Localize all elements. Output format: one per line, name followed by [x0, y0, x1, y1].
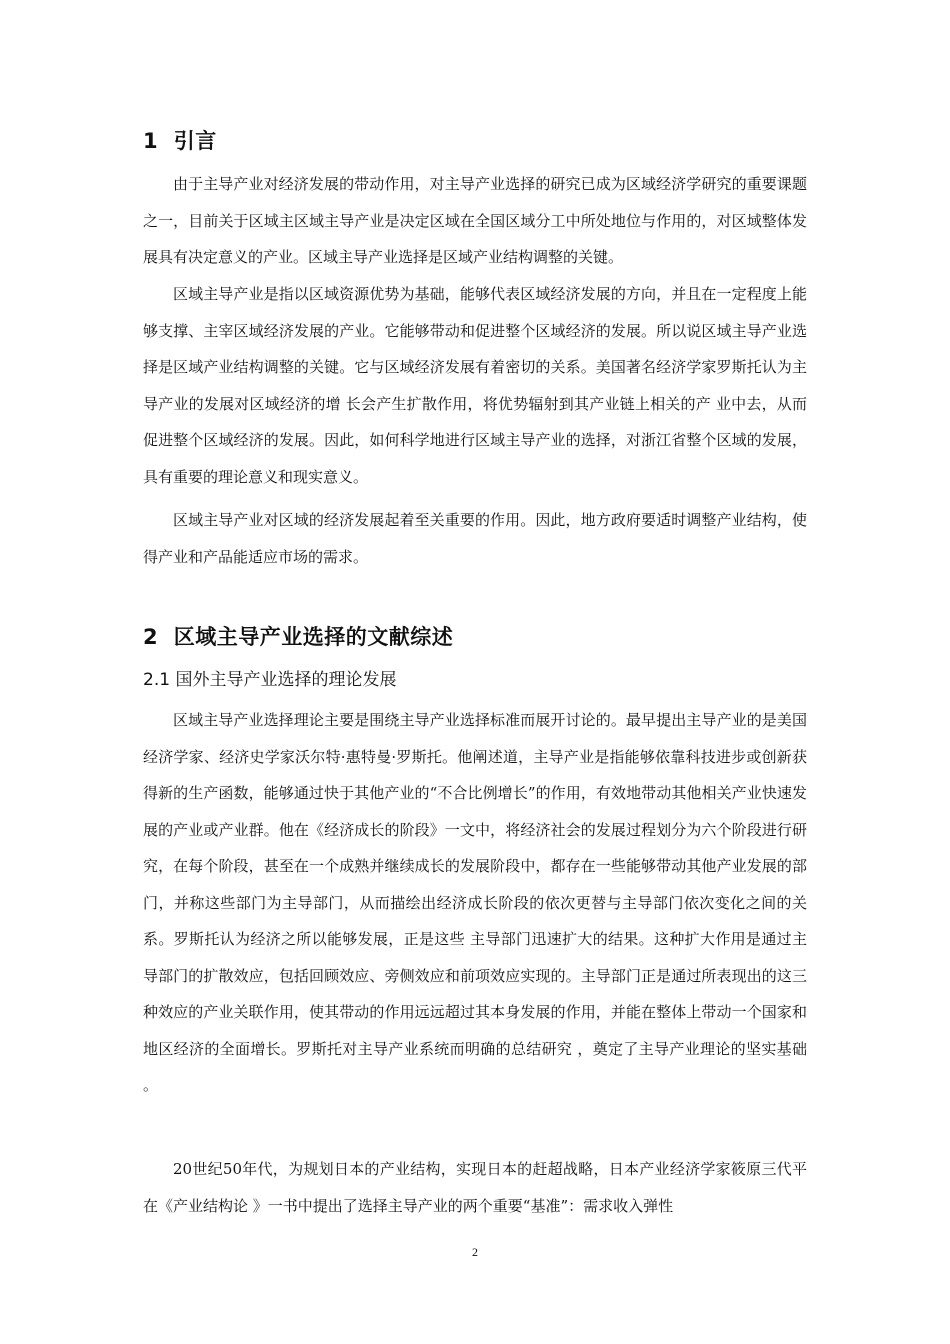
subsection-2-1-heading: 2.1 国外主导产业选择的理论发展: [143, 670, 397, 690]
section-1-paragraph-3: 区域主导产业对区域的经济发展起着至关重要的作用。因此，地方政府要适时调整产业结构，使得产业和产品能适应市场的需求。: [143, 511, 807, 566]
page-number: 2: [472, 1245, 478, 1259]
subsection-2-1-paragraph-1: 区域主导产业选择理论主要是围绕主导产业选择标准而展开讨论的。最早提出主导产业的是美国经济学家、经济史学家沃尔特·惠特曼·罗斯托。他阐述道，主导产业是指能够依靠科技进步或创新获得新的生产函数，能够通过快于其他产业的“不合比例增长”的作用，有效地带动其他相关产业快速发展的产业或产业群。他在《经济成长的阶段》一文中，将经济社会的发展过程划分为六个阶段进行研究，在每个阶段，甚至在一个成熟并继续成长的发展阶段中，都存在一些能够带动其他产业发展的部门，并称这些部门为主导部门，从而描绘出经济成长阶段的依次更替与主导部门依次变化之间的关系。罗斯托认为经济之所以能够发展，正是这些 主导部门迅速扩大的结果。这种扩大作用是通过主导部门的扩散效应，包括回顾效应、旁侧效应和前项效应实现的。主导部门正是通过所表现出的这三种效应的产业关联作用，使其带动的作用远远超过其本身发展的作用，并能在整体上带动一个国家和地区经济的全面增长。罗斯托对主导产业系统而明确的总结研究 ，奠定了主导产业理论的坚实基础 。: [143, 711, 807, 1094]
subsection-2-1-paragraph-2: 20世纪50年代，为规划日本的产业结构，实现日本的赶超战略，日本产业经济学家筱原三代平在《产业结构论 》一书中提出了选择主导产业的两个重要“基准”：需求收入弹性: [143, 1160, 807, 1215]
section-1-paragraph-1: 由于主导产业对经济发展的带动作用，对主导产业选择的研究已成为区域经济学研究的重要课题之一，目前关于区域主区域主导产业是决定区域在全国区域分工中所处地位与作用的，对区域整体发展具有决定意义的产业。区域主导产业选择是区域产业结构调整的关键。: [143, 175, 807, 266]
section-1-heading: 1 引言: [143, 129, 217, 153]
section-2-heading: 2 区域主导产业选择的文献综述: [143, 625, 454, 649]
section-1-paragraph-2: 区域主导产业是指以区域资源优势为基础，能够代表区域经济发展的方向，并且在一定程度上能够支撑、主宰区域经济发展的产业。它能够带动和促进整个区域经济的发展。所以说区域主导产业选择是区域产业结构调整的关键。它与区域经济发展有着密切的关系。美国著名经济学家罗斯托认为主导产业的发展对区域经济的增 长会产生扩散作用，将优势辐射到其产业链上相关的产 业中去，从而促进整个区域经济的发展。因此，如何科学地进行区域主导产业的选择，对浙江省整个区域的发展，具有重要的理论意义和现实意义。: [143, 285, 807, 486]
